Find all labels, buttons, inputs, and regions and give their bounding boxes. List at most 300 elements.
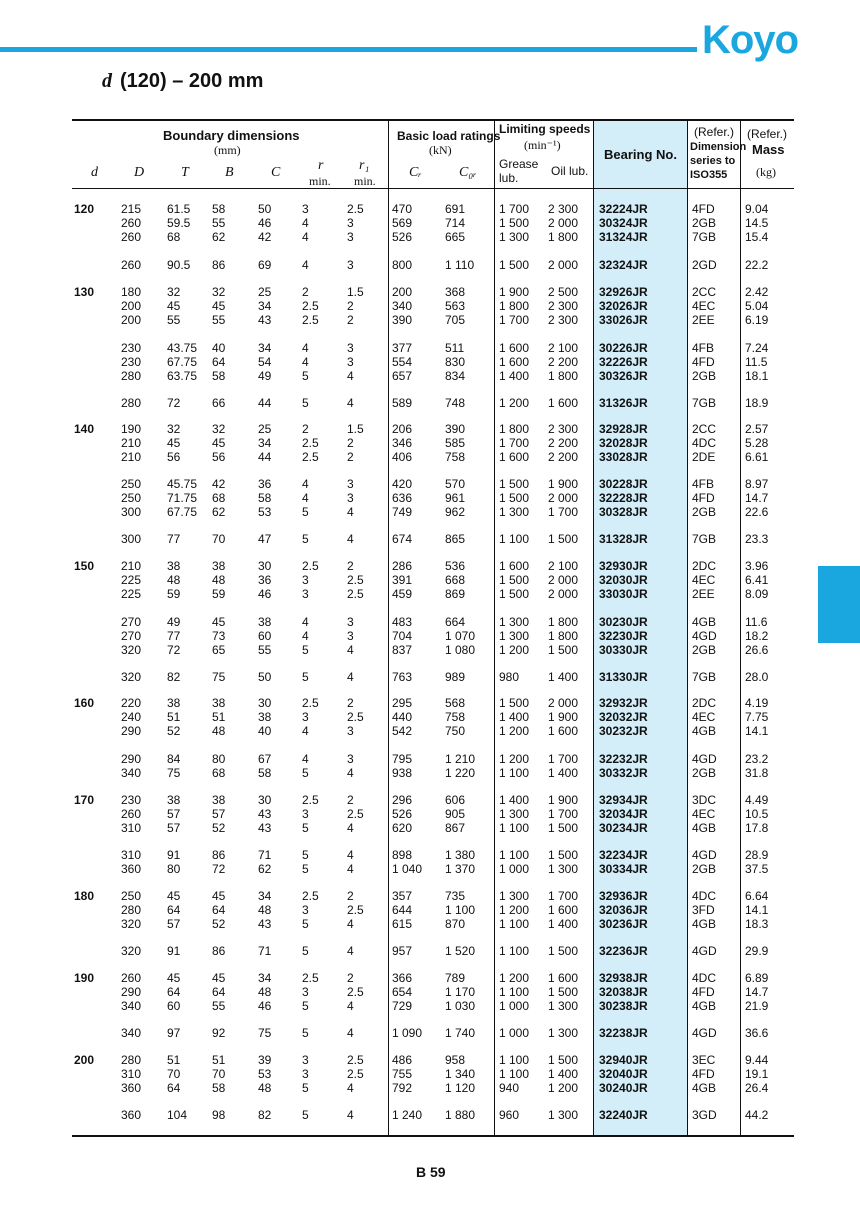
cell-r1: 2 bbox=[347, 450, 354, 464]
cell-mass: 17.8 bbox=[745, 821, 769, 835]
cell-r1: 3 bbox=[347, 477, 354, 491]
col-d-header: d bbox=[91, 165, 98, 180]
cell-t: 84 bbox=[167, 752, 181, 766]
cell-r1: 1.5 bbox=[347, 422, 364, 436]
cell-bearing: 32040JR bbox=[599, 1067, 648, 1081]
cell-d: 260 bbox=[121, 971, 142, 985]
cell-series: 4GD bbox=[692, 848, 717, 862]
cell-c0r: 989 bbox=[445, 670, 466, 684]
cell-b: 98 bbox=[212, 1108, 226, 1122]
cell-mass: 2.57 bbox=[745, 422, 769, 436]
cell-t: 59 bbox=[167, 587, 181, 601]
cell-bearing: 30228JR bbox=[599, 477, 648, 491]
cell-c: 34 bbox=[258, 341, 272, 355]
cell-b: 70 bbox=[212, 532, 226, 546]
cell-c: 30 bbox=[258, 793, 272, 807]
refer-header-2: (Refer.) bbox=[747, 127, 788, 141]
cell-r: 4 bbox=[302, 230, 309, 244]
cell-series: 2GB bbox=[692, 862, 717, 876]
cell-series: 4FB bbox=[692, 477, 715, 491]
cell-mass: 14.7 bbox=[745, 985, 769, 999]
cell-d: 290 bbox=[121, 752, 142, 766]
cell-series: 4EC bbox=[692, 299, 716, 313]
cell-d: 320 bbox=[121, 670, 142, 684]
cell-cr: 620 bbox=[392, 821, 413, 835]
cell-series: 2EE bbox=[692, 313, 715, 327]
cell-r: 4 bbox=[302, 355, 309, 369]
cell-b: 55 bbox=[212, 216, 226, 230]
cell-c0r: 668 bbox=[445, 573, 466, 587]
cell-mass: 8.97 bbox=[745, 477, 769, 491]
cell-c: 53 bbox=[258, 505, 272, 519]
cell-t: 45 bbox=[167, 971, 181, 985]
cell-d: 320 bbox=[121, 917, 142, 931]
cell-mass: 11.6 bbox=[745, 615, 768, 629]
table-row bbox=[0, 422, 860, 436]
cell-mass: 23.3 bbox=[745, 532, 769, 546]
cell-c0r: 368 bbox=[445, 285, 466, 299]
refer-header-1: (Refer.) bbox=[694, 125, 735, 139]
cell-cr: 377 bbox=[392, 341, 413, 355]
cell-series: 2DC bbox=[692, 559, 717, 573]
cell-r: 5 bbox=[302, 396, 309, 410]
cell-oil: 1 700 bbox=[548, 752, 579, 766]
cell-mass: 37.5 bbox=[745, 862, 769, 876]
cell-b: 72 bbox=[212, 862, 226, 876]
cell-c: 25 bbox=[258, 422, 272, 436]
cell-bearing: 32234JR bbox=[599, 848, 648, 862]
cell-mass: 6.89 bbox=[745, 971, 769, 985]
cell-r: 3 bbox=[302, 202, 309, 216]
cell-bearing: 30328JR bbox=[599, 505, 648, 519]
cell-r: 3 bbox=[302, 573, 309, 587]
cell-c0r: 735 bbox=[445, 889, 466, 903]
cell-r1: 3 bbox=[347, 216, 354, 230]
cell-t: 77 bbox=[167, 629, 181, 643]
cell-t: 43.75 bbox=[167, 341, 198, 355]
cell-grease: 1 800 bbox=[499, 299, 530, 313]
cell-r1: 3 bbox=[347, 752, 354, 766]
cell-oil: 1 400 bbox=[548, 1067, 579, 1081]
cell-d: 310 bbox=[121, 1067, 142, 1081]
cell-grease: 1 500 bbox=[499, 258, 530, 272]
cell-bearing: 30236JR bbox=[599, 917, 648, 931]
cell-b: 64 bbox=[212, 355, 226, 369]
cell-d: 250 bbox=[121, 477, 142, 491]
cell-grease: 1 100 bbox=[499, 944, 530, 958]
cell-c0r: 664 bbox=[445, 615, 466, 629]
cell-r: 4 bbox=[302, 341, 309, 355]
cell-oil: 2 500 bbox=[548, 285, 579, 299]
col-Cr-header: Cᵣ bbox=[409, 165, 422, 180]
cell-series: 4GD bbox=[692, 629, 717, 643]
cell-b: 73 bbox=[212, 629, 226, 643]
cell-t: 104 bbox=[167, 1108, 188, 1122]
cell-d: 200 bbox=[121, 299, 142, 313]
cell-r: 5 bbox=[302, 821, 309, 835]
cell-mass: 14.5 bbox=[745, 216, 769, 230]
cell-bearing: 32932JR bbox=[599, 696, 648, 710]
cell-bearing: 33026JR bbox=[599, 313, 648, 327]
cell-t: 90.5 bbox=[167, 258, 191, 272]
cell-grease: 1 100 bbox=[499, 917, 530, 931]
cell-d: 260 bbox=[121, 258, 142, 272]
cell-bearing: 32928JR bbox=[599, 422, 648, 436]
cell-r1: 1.5 bbox=[347, 285, 364, 299]
cell-c: 47 bbox=[258, 532, 272, 546]
cell-cr: 749 bbox=[392, 505, 413, 519]
cell-mass: 18.3 bbox=[745, 917, 769, 931]
cell-series: 4GB bbox=[692, 724, 717, 738]
limiting-speeds-header: Limiting speeds bbox=[499, 122, 591, 136]
cell-d: 230 bbox=[121, 341, 142, 355]
cell-d: 260 bbox=[121, 807, 142, 821]
cell-grease: 940 bbox=[499, 1081, 520, 1095]
cell-r: 2.5 bbox=[302, 436, 319, 450]
cell-oil: 1 900 bbox=[548, 793, 579, 807]
table-row bbox=[0, 477, 860, 491]
table-row bbox=[0, 696, 860, 710]
cell-c: 34 bbox=[258, 889, 272, 903]
cell-grease: 1 600 bbox=[499, 341, 530, 355]
cell-mass: 9.04 bbox=[745, 202, 769, 216]
cell-cr: 957 bbox=[392, 944, 413, 958]
cell-d: 215 bbox=[121, 202, 142, 216]
cell-d: 200 bbox=[121, 313, 142, 327]
cell-bearing: 30232JR bbox=[599, 724, 648, 738]
cell-series: 2DC bbox=[692, 696, 717, 710]
cell-bearing: 32934JR bbox=[599, 793, 648, 807]
cell-bearing: 32026JR bbox=[599, 299, 648, 313]
cell-bearing: 32028JR bbox=[599, 436, 648, 450]
cell-grease: 1 100 bbox=[499, 766, 530, 780]
grease-header: Grease bbox=[499, 157, 539, 171]
cell-d: 150 bbox=[74, 559, 95, 573]
cell-bearing: 32938JR bbox=[599, 971, 648, 985]
cell-c0r: 1 520 bbox=[445, 944, 476, 958]
cell-r1: 4 bbox=[347, 505, 354, 519]
cell-cr: 526 bbox=[392, 230, 413, 244]
table-row bbox=[0, 724, 860, 738]
cell-grease: 1 400 bbox=[499, 793, 530, 807]
cell-oil: 2 200 bbox=[548, 450, 579, 464]
cell-bearing: 32228JR bbox=[599, 491, 648, 505]
cell-b: 52 bbox=[212, 821, 226, 835]
table-row bbox=[0, 436, 860, 450]
cell-grease: 1 600 bbox=[499, 559, 530, 573]
col-B-header: B bbox=[225, 165, 234, 180]
cell-series: 4GB bbox=[692, 821, 717, 835]
cell-c0r: 585 bbox=[445, 436, 466, 450]
cell-oil: 1 500 bbox=[548, 821, 579, 835]
cell-oil: 2 300 bbox=[548, 299, 579, 313]
table-row bbox=[0, 1108, 860, 1122]
table-row bbox=[0, 985, 860, 999]
cell-c: 58 bbox=[258, 766, 272, 780]
cell-bearing: 32032JR bbox=[599, 710, 648, 724]
cell-c0r: 568 bbox=[445, 696, 466, 710]
table-row bbox=[0, 216, 860, 230]
cell-oil: 2 100 bbox=[548, 341, 579, 355]
cell-d: 290 bbox=[121, 985, 142, 999]
cell-mass: 5.28 bbox=[745, 436, 769, 450]
cell-r1: 4 bbox=[347, 944, 354, 958]
cell-c0r: 867 bbox=[445, 821, 466, 835]
cell-grease: 1 500 bbox=[499, 587, 530, 601]
cell-d: 190 bbox=[121, 422, 142, 436]
cell-c: 75 bbox=[258, 1026, 272, 1040]
cell-d: 360 bbox=[121, 1081, 142, 1095]
cell-b: 45 bbox=[212, 436, 226, 450]
cell-series: 3FD bbox=[692, 903, 715, 917]
table-row bbox=[0, 1067, 860, 1081]
cell-series: 4GD bbox=[692, 752, 717, 766]
cell-b: 52 bbox=[212, 917, 226, 931]
cell-mass: 6.19 bbox=[745, 313, 769, 327]
cell-t: 55 bbox=[167, 313, 181, 327]
cell-grease: 1 300 bbox=[499, 615, 530, 629]
cell-mass: 4.49 bbox=[745, 793, 769, 807]
cell-bearing: 30240JR bbox=[599, 1081, 648, 1095]
cell-c: 36 bbox=[258, 477, 272, 491]
cell-t: 45.75 bbox=[167, 477, 198, 491]
cell-oil: 1 500 bbox=[548, 985, 579, 999]
cell-cr: 1 090 bbox=[392, 1026, 423, 1040]
cell-b: 48 bbox=[212, 724, 226, 738]
cell-bearing: 32240JR bbox=[599, 1108, 648, 1122]
cell-d: 180 bbox=[121, 285, 142, 299]
cell-r: 3 bbox=[302, 903, 309, 917]
cell-d: 280 bbox=[121, 903, 142, 917]
table-row bbox=[0, 999, 860, 1013]
cell-d: 280 bbox=[121, 369, 142, 383]
cell-grease: 1 200 bbox=[499, 752, 530, 766]
cell-c: 71 bbox=[258, 944, 272, 958]
cell-c: 67 bbox=[258, 752, 272, 766]
table-row bbox=[0, 615, 860, 629]
cell-cr: 357 bbox=[392, 889, 413, 903]
cell-t: 32 bbox=[167, 285, 181, 299]
col-C0r-header: C₀ᵣ bbox=[459, 165, 477, 180]
cell-d: 260 bbox=[121, 216, 142, 230]
cell-d: 190 bbox=[74, 971, 95, 985]
cell-t: 38 bbox=[167, 696, 181, 710]
cell-b: 51 bbox=[212, 710, 226, 724]
cell-cr: 837 bbox=[392, 643, 413, 657]
cell-b: 45 bbox=[212, 615, 226, 629]
table-row bbox=[0, 505, 860, 519]
cell-oil: 1 500 bbox=[548, 944, 579, 958]
table-row bbox=[0, 450, 860, 464]
cell-r: 5 bbox=[302, 505, 309, 519]
cell-r: 5 bbox=[302, 369, 309, 383]
cell-oil: 1 600 bbox=[548, 724, 579, 738]
cell-b: 56 bbox=[212, 450, 226, 464]
cell-bearing: 30226JR bbox=[599, 341, 648, 355]
cell-bearing: 33030JR bbox=[599, 587, 648, 601]
cell-c0r: 870 bbox=[445, 917, 466, 931]
cell-series: 4FD bbox=[692, 1067, 715, 1081]
cell-cr: 657 bbox=[392, 369, 413, 383]
cell-grease: 1 700 bbox=[499, 436, 530, 450]
cell-series: 4FD bbox=[692, 491, 715, 505]
cell-r1: 2.5 bbox=[347, 807, 364, 821]
cell-bearing: 32936JR bbox=[599, 889, 648, 903]
cell-grease: 1 200 bbox=[499, 971, 530, 985]
cell-series: 3GD bbox=[692, 1108, 717, 1122]
cell-d: 210 bbox=[121, 436, 142, 450]
table-row bbox=[0, 807, 860, 821]
cell-b: 57 bbox=[212, 807, 226, 821]
cell-d: 280 bbox=[121, 396, 142, 410]
cell-cr: 763 bbox=[392, 670, 413, 684]
cell-d: 240 bbox=[121, 710, 142, 724]
cell-grease: 1 500 bbox=[499, 573, 530, 587]
cell-t: 51 bbox=[167, 1053, 181, 1067]
cell-c: 48 bbox=[258, 985, 272, 999]
cell-d: 130 bbox=[74, 285, 95, 299]
cell-t: 91 bbox=[167, 848, 181, 862]
cell-series: 7GB bbox=[692, 532, 717, 546]
table-row bbox=[0, 821, 860, 835]
cell-c: 34 bbox=[258, 299, 272, 313]
table-row bbox=[0, 971, 860, 985]
cell-series: 2DE bbox=[692, 450, 716, 464]
cell-grease: 1 900 bbox=[499, 285, 530, 299]
cell-c: 53 bbox=[258, 1067, 272, 1081]
cell-c0r: 1 120 bbox=[445, 1081, 476, 1095]
cell-r1: 4 bbox=[347, 369, 354, 383]
cell-r1: 2.5 bbox=[347, 985, 364, 999]
cell-t: 56 bbox=[167, 450, 181, 464]
cell-c0r: 789 bbox=[445, 971, 466, 985]
cell-d: 260 bbox=[121, 230, 142, 244]
page-title bbox=[102, 70, 263, 93]
cell-c0r: 1 110 bbox=[445, 258, 475, 272]
cell-b: 68 bbox=[212, 491, 226, 505]
cell-t: 68 bbox=[167, 230, 181, 244]
cell-t: 71.75 bbox=[167, 491, 198, 505]
cell-d: 210 bbox=[121, 559, 142, 573]
cell-oil: 1 800 bbox=[548, 230, 579, 244]
table-row bbox=[0, 230, 860, 244]
cell-series: 2CC bbox=[692, 285, 717, 299]
cell-t: 72 bbox=[167, 396, 181, 410]
cell-r: 4 bbox=[302, 491, 309, 505]
cell-b: 38 bbox=[212, 793, 226, 807]
cell-series: 3DC bbox=[692, 793, 717, 807]
cell-cr: 406 bbox=[392, 450, 413, 464]
cell-mass: 18.9 bbox=[745, 396, 769, 410]
cell-t: 82 bbox=[167, 670, 181, 684]
cell-c: 71 bbox=[258, 848, 272, 862]
cell-c: 34 bbox=[258, 971, 272, 985]
cell-cr: 615 bbox=[392, 917, 413, 931]
cell-c: 46 bbox=[258, 587, 272, 601]
cell-b: 70 bbox=[212, 1067, 226, 1081]
cell-d: 320 bbox=[121, 643, 142, 657]
cell-t: 45 bbox=[167, 889, 181, 903]
cell-t: 72 bbox=[167, 643, 181, 657]
cell-r1: 4 bbox=[347, 1081, 354, 1095]
cell-c0r: 1 030 bbox=[445, 999, 476, 1013]
cell-b: 86 bbox=[212, 944, 226, 958]
cell-c: 46 bbox=[258, 216, 272, 230]
cell-r1: 3 bbox=[347, 615, 354, 629]
table-row bbox=[0, 889, 860, 903]
cell-mass: 31.8 bbox=[745, 766, 769, 780]
cell-d: 270 bbox=[121, 629, 142, 643]
cell-b: 92 bbox=[212, 1026, 226, 1040]
cell-c0r: 570 bbox=[445, 477, 466, 491]
cell-cr: 340 bbox=[392, 299, 413, 313]
cell-series: 4DC bbox=[692, 971, 717, 985]
cell-c0r: 830 bbox=[445, 355, 466, 369]
cell-cr: 800 bbox=[392, 258, 413, 272]
cell-b: 45 bbox=[212, 299, 226, 313]
cell-r: 4 bbox=[302, 724, 309, 738]
table-row bbox=[0, 629, 860, 643]
cell-d: 340 bbox=[121, 1026, 142, 1040]
col-T-header: T bbox=[181, 165, 189, 180]
cell-mass: 14.1 bbox=[745, 724, 769, 738]
cell-oil: 1 200 bbox=[548, 1081, 579, 1095]
cell-t: 64 bbox=[167, 985, 181, 999]
cell-grease: 1 000 bbox=[499, 999, 530, 1013]
load-unit: (kN) bbox=[429, 143, 452, 157]
r1-min-label: min. bbox=[354, 174, 376, 188]
cell-c: 62 bbox=[258, 862, 272, 876]
cell-d: 230 bbox=[121, 793, 142, 807]
cell-c0r: 390 bbox=[445, 422, 466, 436]
cell-mass: 19.1 bbox=[745, 1067, 769, 1081]
cell-r1: 4 bbox=[347, 396, 354, 410]
cell-bearing: 31324JR bbox=[599, 230, 648, 244]
cell-r: 5 bbox=[302, 944, 309, 958]
cell-series: 2GB bbox=[692, 766, 717, 780]
cell-c0r: 536 bbox=[445, 559, 466, 573]
cell-r: 2 bbox=[302, 285, 309, 299]
table-row bbox=[0, 710, 860, 724]
cell-oil: 1 900 bbox=[548, 477, 579, 491]
cell-r1: 4 bbox=[347, 821, 354, 835]
table-row bbox=[0, 670, 860, 684]
cell-oil: 1 300 bbox=[548, 1026, 579, 1040]
cell-grease: 1 300 bbox=[499, 807, 530, 821]
cell-oil: 1 800 bbox=[548, 369, 579, 383]
cell-b: 45 bbox=[212, 971, 226, 985]
cell-c: 49 bbox=[258, 369, 272, 383]
cell-r: 3 bbox=[302, 1053, 309, 1067]
cell-bearing: 30334JR bbox=[599, 862, 648, 876]
cell-grease: 1 300 bbox=[499, 230, 530, 244]
cell-b: 58 bbox=[212, 369, 226, 383]
cell-oil: 1 700 bbox=[548, 505, 579, 519]
cell-mass: 6.64 bbox=[745, 889, 769, 903]
cell-t: 77 bbox=[167, 532, 181, 546]
cell-r: 5 bbox=[302, 1081, 309, 1095]
cell-mass: 7.75 bbox=[745, 710, 769, 724]
cell-cr: 589 bbox=[392, 396, 413, 410]
cell-r: 2.5 bbox=[302, 696, 319, 710]
cell-d: 200 bbox=[74, 1053, 95, 1067]
cell-t: 57 bbox=[167, 917, 181, 931]
cell-bearing: 33028JR bbox=[599, 450, 648, 464]
cell-bearing: 30330JR bbox=[599, 643, 648, 657]
cell-c: 44 bbox=[258, 396, 272, 410]
cell-oil: 1 500 bbox=[548, 532, 579, 546]
table-row bbox=[0, 862, 860, 876]
